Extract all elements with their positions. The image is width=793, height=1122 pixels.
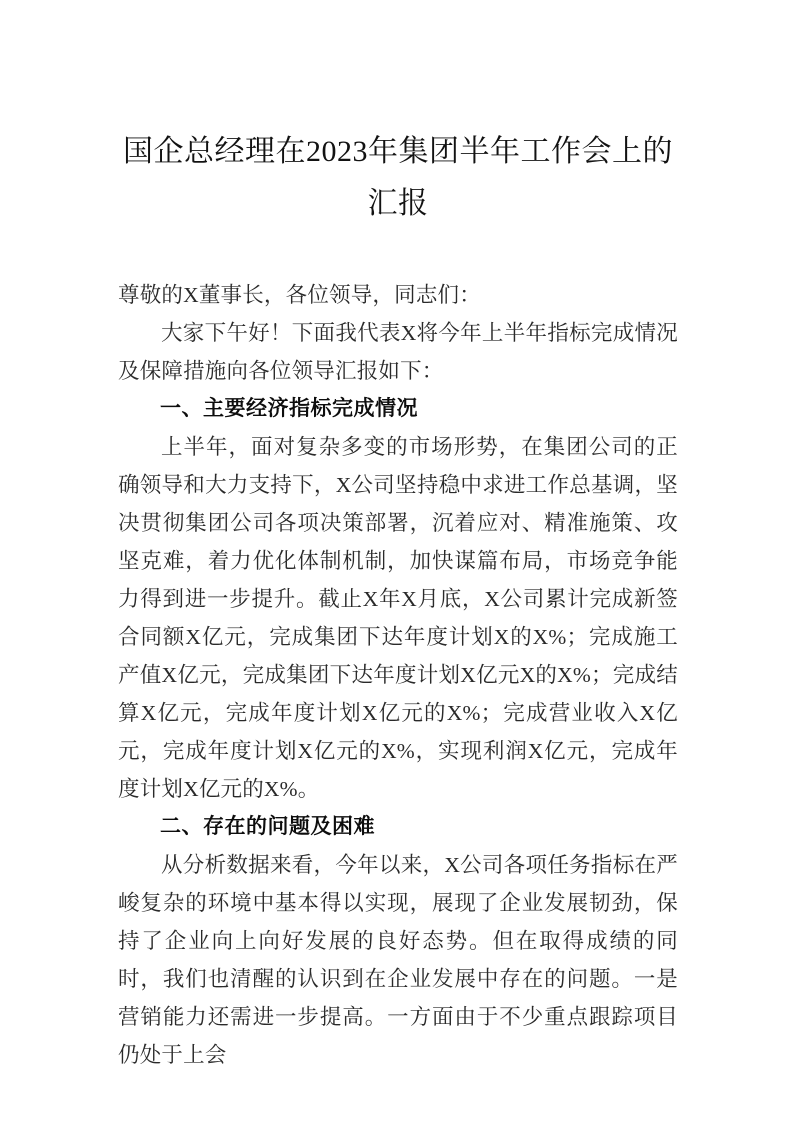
section-two-paragraph: 从分析数据来看，今年以来，X公司各项任务指标在严峻复杂的环境中基本得以实现，展现了企业发展韧劲，保持了企业向上向好发展的良好态势。但在取得成绩的同时，我们也清醒的认识到在企业发展中存在的问题。一是营销能力还需进一步提高。一方面由于不少重点跟踪项目仍处于上会 bbox=[118, 853, 678, 1067]
document-body bbox=[118, 0, 678, 1074]
section-heading-one: 一、主要经济指标完成情况 bbox=[160, 397, 418, 420]
section-heading-two: 二、存在的问题及困难 bbox=[160, 815, 375, 838]
opening-paragraph: 大家下午好！下面我代表X将今年上半年指标完成情况及保障措施向各位领导汇报如下： bbox=[118, 321, 678, 383]
page-title: 国企总经理在2023年集团半年工作会上的汇报 bbox=[123, 135, 673, 220]
salutation-paragraph: 尊敬的X董事长，各位领导，同志们： bbox=[118, 283, 481, 307]
section-one-paragraph: 上半年，面对复杂多变的市场形势，在集团公司的正确领导和大力支持下，X公司坚持稳中求进工作总基调，坚决贯彻集团公司各项决策部署，沉着应对、精准施策、攻坚克难，着力优化体制机制，加快谋篇布局，市场竞争能力得到进一步提升。截止X年X月底，X公司累计完成新签合同额X亿元，完成集团下达年度计划X的X%；完成施工产值X亿元，完成集团下达年度计划X亿元X的X%；完成结算X亿元，完成年度计划X亿元的X%；完成营业收入X亿元，完成年度计划X亿元的X%，实现利润X亿元，完成年度计划X亿元的X%。 bbox=[118, 435, 678, 801]
title-spacer bbox=[118, 230, 678, 276]
